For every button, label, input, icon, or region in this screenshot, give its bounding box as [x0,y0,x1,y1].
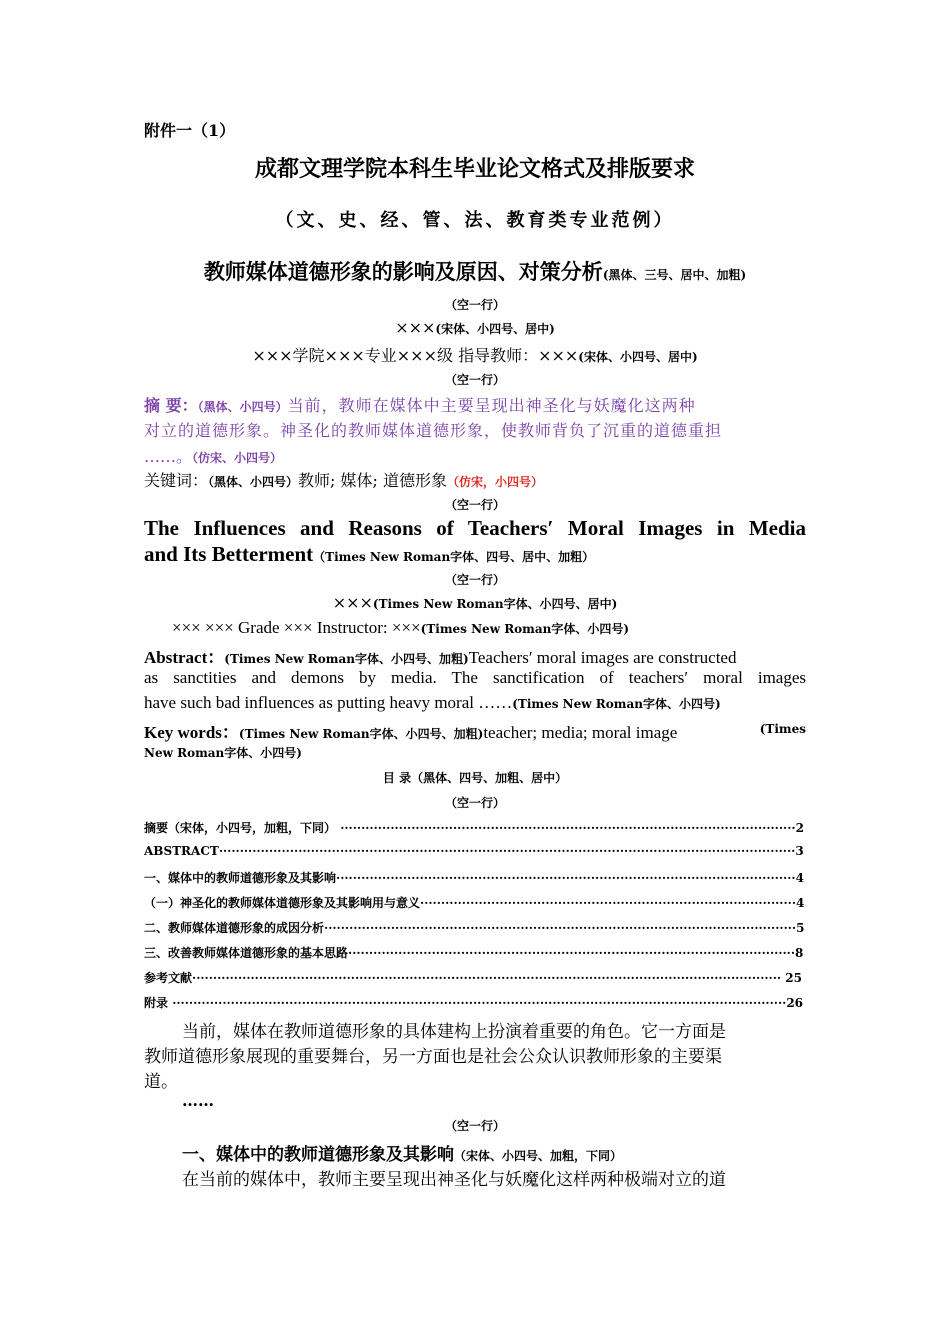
keywords-en-label: Key words： [144,723,239,742]
affiliation-text: ×××学院×××专业×××级 指导教师：××× [252,346,579,365]
toc-entry-page: 4 [795,871,804,885]
toc-entry[interactable] [144,844,806,858]
toc-entry-label: （一）神圣化的教师媒体道德形象及其影响用与意义 [144,896,421,910]
english-affiliation-line [172,618,834,638]
toc-entry-label: 二、教师媒体道德形象的成因分析 [144,921,325,935]
chinese-title-note: (黑体、三号、居中、加粗) [602,268,747,282]
blank-line-marker: （空一行） [444,573,505,587]
ellipsis-marker: …… [182,1091,214,1110]
toc-entry-page: 26 [786,996,804,1010]
toc-leader-dots: ················································································································· [324,921,797,935]
toc-entry-page: 3 [795,844,804,858]
document-subtitle: （文、史、经、管、法、教育类专业范例） [275,210,675,231]
abstract-cn-ending: ……。 [144,447,193,466]
section-1-heading-line [182,1140,844,1165]
abstract-en-note-2: (Times New Roman字体、小四号) [512,697,721,711]
toc-entry-page: 8 [795,946,804,960]
body-paragraph-line-3: 道。 [144,1072,178,1092]
toc-entry-label: 参考文献 [144,971,193,985]
chinese-title-line [144,256,806,286]
toc-entry-page: 25 [781,971,802,985]
keywords-en-note-2b: New Roman字体、小四号) [144,746,302,760]
toc-entry-label: 附录 [144,996,173,1010]
keywords-en-line [144,718,806,743]
abstract-en-text: Teachers′ moral images are constructed [468,648,737,667]
blank-line-marker: （空一行） [444,1119,505,1133]
toc-leader-dots: ············································································································· [340,821,796,835]
english-title-note: （Times New Roman字体、四号、居中、加粗） [313,550,595,564]
body-paragraph-line-1: 当前，媒体在教师道德形象的具体建构上扮演着重要的角色。它一方面是 [182,1022,726,1042]
blank-line-marker: （空一行） [444,796,505,810]
toc-entry-page: 2 [795,821,804,835]
english-affiliation-text: ××× ××× Grade ××× Instructor: ××× [172,618,421,637]
toc-leader-dots: ··········································································································· [348,946,796,960]
toc-entry-label: 一、媒体中的教师道德形象及其影响 [144,871,337,885]
keywords-cn-label: 关键词： [144,471,209,490]
english-author-note: (Times New Roman字体、小四号、居中) [372,597,618,611]
abstract-cn-text: 当前，教师在媒体中主要呈现出神圣化与妖魔化这两种 [287,396,696,415]
abstract-cn-note: （黑体、小四号） [197,400,288,414]
keywords-cn-note-2: （仿宋，小四号） [447,475,544,489]
english-author-line [144,593,806,612]
abstract-cn-line-3 [144,444,806,467]
author-note: (宋体、小四号、居中) [435,322,555,336]
abstract-en-line-1 [144,643,806,668]
blank-line-marker: （空一行） [444,498,505,512]
body-paragraph-line-2: 教师道德形象展现的重要舞台，另一方面也是社会公众认识教师形象的主要渠 [144,1047,722,1067]
english-title-line-2 [144,542,806,567]
toc-entry[interactable] [144,869,806,886]
toc-leader-dots: ·········································································································································· [218,844,796,858]
abstract-cn-note-2: （仿宋、小四号） [192,451,283,465]
toc-entry[interactable] [144,944,806,961]
author-name: ××× [395,318,436,337]
abstract-en-label: Abstract： [144,648,225,667]
english-author-name: ××× [332,593,373,612]
toc-leader-dots: ·············································································································· [336,871,796,885]
affiliation-line [144,343,806,366]
english-title-line-1: The Influences and Reasons of Teachers′ Moral Images in Media [144,516,806,540]
toc-entry-page: 5 [796,921,805,935]
keywords-en-text: teacher; media; moral image [483,723,678,742]
keywords-en-note: (Times New Roman字体、小四号、加粗) [238,727,484,741]
keywords-en-note-2a: (Times [759,722,806,736]
toc-entry[interactable] [144,894,806,911]
blank-line-marker: （空一行） [444,373,505,387]
toc-entry-label: 三、改善教师媒体道德形象的基本思路 [144,946,349,960]
keywords-cn-note: （黑体、小四号） [208,475,299,489]
attachment-label: 附件一（1） [144,121,236,140]
toc-entry-label: 摘要（宋体，小四号，加粗，下同） [144,821,341,835]
toc-entry[interactable] [144,919,806,936]
section-1-heading-note: （宋体、小四号、加粗，下同） [454,1149,623,1163]
section-1-text-line: 在当前的媒体中，教师主要呈现出神圣化与妖魔化这样两种极端对立的道 [182,1170,726,1190]
keywords-cn-text: 教师; 媒体; 道德形象 [298,471,447,490]
toc-entry[interactable] [144,969,806,986]
english-title: and Its Betterment [144,542,314,566]
abstract-cn-line-1 [144,393,806,416]
english-affiliation-note: (Times New Roman字体、小四号) [420,622,630,636]
toc-entry[interactable] [144,994,806,1011]
toc-entry-page: 4 [796,896,805,910]
toc-leader-dots: ··················································································································································· [172,996,787,1010]
chinese-title: 教师媒体道德形象的影响及原因、对策分析 [203,259,603,284]
abstract-en-line-2: as sanctities and demons by media. The sanctification of teachers′ moral images [144,668,806,687]
document-title: 成都文理学院本科生毕业论文格式及排版要求 [254,156,695,182]
abstract-en-ending: have such bad influences as putting heavy moral …… [144,693,513,712]
abstract-cn-line-2: 对立的道德形象。神圣化的教师媒体道德形象，使教师背负了沉重的道德重担 [144,421,723,440]
affiliation-note: (宋体、小四号、居中) [578,350,698,364]
keywords-cn-line [144,468,806,491]
toc-heading: 目 录（黑体、四号、加粗、居中） [382,771,568,785]
abstract-en-line-3 [144,693,806,713]
blank-line-marker: （空一行） [444,298,505,312]
toc-leader-dots: ·························································································· [420,896,797,910]
author-line [144,318,806,337]
toc-leader-dots: ············································································································································· [192,971,782,985]
toc-entry-label: ABSTRACT [144,844,219,858]
abstract-en-note: (Times New Roman字体、小四号、加粗) [224,652,469,666]
abstract-cn-label: 摘 要： [144,396,198,415]
section-1-heading: 一、媒体中的教师道德形象及其影响 [182,1145,454,1165]
toc-entry[interactable] [144,819,806,836]
